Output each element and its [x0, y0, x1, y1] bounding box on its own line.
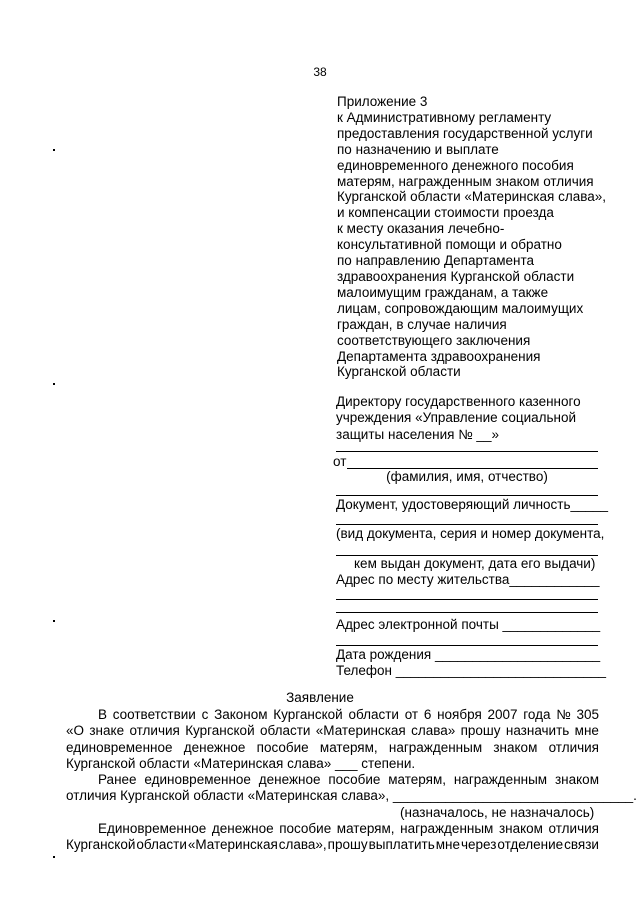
- word: Единовременное: [98, 821, 207, 837]
- word: 305: [576, 707, 599, 722]
- text-line: [66, 821, 599, 837]
- address-line-2[interactable]: [336, 612, 598, 613]
- word: знаком: [493, 739, 538, 755]
- word: денежное: [183, 739, 246, 755]
- appendix-line: предоставления государственной услуги: [337, 125, 593, 141]
- word: через: [460, 837, 497, 853]
- word: года: [523, 707, 551, 722]
- word: области: [348, 707, 399, 722]
- word: «Материнская: [187, 837, 278, 853]
- word: знаком: [498, 821, 543, 837]
- word: знаке: [89, 723, 125, 739]
- scan-mark: [53, 856, 55, 858]
- word: матерям,: [319, 739, 378, 755]
- appendix-line: по назначению и выплате: [337, 141, 499, 157]
- word: матерям,: [336, 821, 395, 837]
- word: отличия: [548, 821, 599, 837]
- scan-mark: [53, 620, 55, 622]
- word: денежное: [258, 772, 321, 788]
- word: отделение: [497, 837, 564, 853]
- word: Курганской: [66, 837, 136, 853]
- word: отличия: [129, 723, 180, 739]
- paragraph-2-last-line: отличия Курганской области «Материнская слава», ________________________________.: [66, 788, 637, 804]
- word: награжденным: [453, 772, 548, 788]
- appendix-line: единовременного денежного пособия: [337, 157, 574, 173]
- word: 6: [423, 707, 432, 722]
- appendix-line: Приложение 3: [337, 94, 428, 109]
- word: пособие: [328, 772, 381, 788]
- word: ноября: [437, 707, 482, 722]
- appendix-line: по направлению Департамента: [337, 253, 534, 269]
- document-type-caption: (вид документа, серия и номер документа,: [336, 526, 605, 541]
- scan-mark: [53, 149, 55, 151]
- scan-mark: [53, 383, 55, 385]
- word: области: [259, 723, 311, 739]
- paragraph-1: [66, 707, 599, 756]
- appendix-line: граждан, в случае наличия: [337, 316, 507, 332]
- word: В: [98, 707, 108, 722]
- statement-title: Заявление: [286, 690, 354, 705]
- appendix-line: к месту оказания лечебно-: [337, 221, 505, 237]
- word: назначить: [505, 723, 570, 739]
- word: пособие: [256, 739, 309, 755]
- residence-address-label: Адрес по месту жительства____________: [336, 572, 600, 587]
- paragraph-2-caption: (назначалось, не назначалось): [400, 804, 595, 820]
- identity-document-label: Документ, удостоверяющий личность_____: [336, 497, 609, 512]
- word: матерям,: [388, 772, 446, 788]
- appendix-line: здравоохранения Курганской области: [337, 268, 575, 284]
- address-line-1[interactable]: [336, 599, 598, 600]
- word: награжденным: [400, 821, 494, 837]
- text-line: [66, 837, 599, 853]
- addressee-line: защиты населения № __»: [336, 426, 499, 442]
- page-number: 38: [313, 65, 327, 79]
- fio-extra-line[interactable]: [336, 495, 598, 496]
- appendix-line: Курганской области «Материнская слава»,: [337, 189, 607, 205]
- appendix-header: [337, 94, 607, 380]
- appendix-line: малоимущим гражданам, а также: [337, 284, 549, 300]
- text-line: [66, 707, 599, 723]
- appendix-line: к Административному регламенту: [337, 109, 552, 125]
- addressee-line: Директору государственного казенного: [336, 394, 581, 409]
- paragraph-2: [66, 772, 599, 788]
- word: денежное: [211, 821, 274, 837]
- word: единовременное: [66, 739, 173, 755]
- word: слава»: [411, 723, 456, 739]
- paragraph-3: [66, 821, 599, 854]
- word: «О: [66, 723, 85, 739]
- email-extra-line[interactable]: [336, 645, 598, 646]
- word: прошу: [327, 837, 368, 853]
- word: соответствии: [112, 707, 196, 722]
- addressee-block: [336, 394, 598, 443]
- appendix-line: лицам, сопровождающим малоимущих: [337, 300, 584, 316]
- email-label: Адрес электронной почты _____________: [336, 617, 601, 632]
- text-line: [66, 772, 599, 788]
- word: связи: [564, 837, 599, 853]
- word: Курганской: [273, 707, 343, 722]
- appendix-line: матерям, награжденным знаком отличия: [337, 173, 594, 189]
- word: №: [556, 707, 571, 722]
- document-line[interactable]: [336, 524, 598, 525]
- text-line: [66, 723, 599, 739]
- word: Ранее: [98, 772, 137, 788]
- appendix-line: Департамента здравоохранения: [337, 348, 541, 364]
- word: с: [201, 707, 209, 722]
- word: мне: [574, 723, 599, 739]
- word: единовременное: [144, 772, 251, 788]
- word: Курганской: [185, 723, 255, 739]
- word: от: [404, 707, 419, 722]
- word: Законом: [214, 707, 268, 722]
- addressee-blank-line: [336, 451, 598, 452]
- from-label: от: [333, 454, 347, 469]
- word: мне: [435, 837, 460, 853]
- statement-body: [66, 707, 637, 854]
- word: «Материнская: [315, 723, 406, 739]
- birth-date-label: Дата рождения ______________________: [336, 647, 601, 662]
- word: отличия: [548, 739, 599, 755]
- word: награжденным: [388, 739, 483, 755]
- fio-caption: (фамилия, имя, отчество): [386, 469, 548, 484]
- appendix-line: консультативной помощи и обратно: [337, 237, 562, 253]
- word: прошу: [460, 723, 501, 739]
- addressee-line: учреждения «Управление социальной: [336, 410, 577, 426]
- document-issued-caption: кем выдан документ, дата его выдачи): [354, 556, 596, 571]
- word: выплатить: [368, 837, 435, 853]
- paragraph-1-last-line: Курганской области «Материнская слава» ___ степени.: [66, 755, 416, 771]
- word: 2007: [487, 707, 518, 722]
- appendix-line: соответствующего заключения: [337, 332, 531, 348]
- word: области: [136, 837, 187, 853]
- text-line: [66, 740, 599, 756]
- word: слава»,: [278, 837, 327, 853]
- word: знаком: [554, 772, 599, 788]
- phone-label: Телефон ____________________________: [336, 663, 606, 678]
- appendix-line: Курганской области: [337, 364, 461, 380]
- appendix-line: и компенсации стоимости проезда: [337, 205, 554, 221]
- word: пособие: [279, 821, 332, 837]
